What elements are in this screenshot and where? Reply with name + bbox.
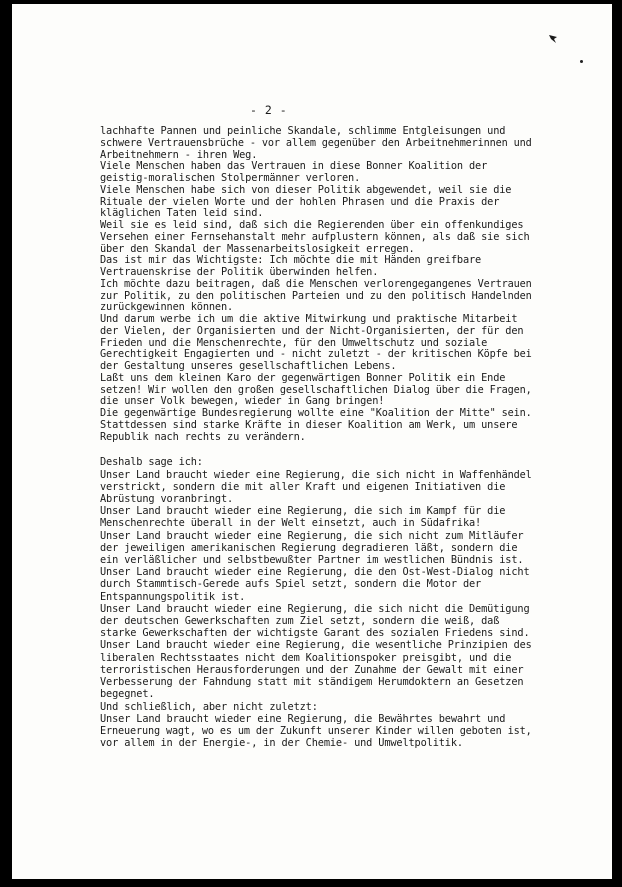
text-line: vor allem in der Energie-, in der Chemie- und Umweltpolitik. xyxy=(100,737,463,750)
text-line: Gerechtigkeit Engagierten und - nicht zuletzt - der kritischen Köpfe bei xyxy=(100,348,532,361)
text-line: Unser Land braucht wieder eine Regierung, die sich nicht die Demütigung xyxy=(100,602,530,615)
text-line: Verbesserung der Fahndung statt mit ständigem Herumdoktern an Gesetzen xyxy=(100,676,524,688)
text-line: zurückgewinnen können. xyxy=(100,301,234,314)
text-line: Republik nach rechts zu verändern. xyxy=(100,430,306,443)
scan-mark xyxy=(548,34,558,44)
text-line: Unser Land braucht wieder eine Regierung, die sich im Kampf für die xyxy=(100,505,506,518)
text-line: Und schließlich, aber nicht zuletzt: xyxy=(100,700,318,713)
page-number: - 2 - xyxy=(250,103,288,117)
text-line: der Vielen, der Organisierten und der Nicht-Organisierten, der für den xyxy=(100,324,524,337)
text-line: Erneuerung wagt, wo es um der Zukunft unserer Kinder willen geboten ist, xyxy=(100,724,532,737)
text-line: setzen! Wir wollen den großen gesellschaftlichen Dialog über die Fragen, xyxy=(100,383,532,396)
text-line: Frieden und die Menschenrechte, für den Umweltschutz und soziale xyxy=(100,336,488,349)
text-line: Und darum werbe ich um die aktive Mitwirkung und praktische Mitarbeit xyxy=(100,313,518,325)
text-line: terroristischen Herausforderungen und der Zunahme der Gewalt mit einer xyxy=(100,663,524,676)
text-line: Unser Land braucht wieder eine Regierung, die sich nicht zum Mitläufer xyxy=(100,529,524,542)
text-line: Unser Land braucht wieder eine Regierung, die Bewährtes bewahrt und xyxy=(100,712,506,725)
text-line: starke Gewerkschaften der wichtigste Garant des sozialen Friedens sind. xyxy=(100,627,530,640)
document-page xyxy=(12,4,612,879)
text-line: Die gegenwärtige Bundesregierung wollte eine "Koalition der Mitte" sein. xyxy=(100,407,532,419)
text-line: Laßt uns dem kleinen Karo der gegenwärtigen Bonner Politik ein Ende xyxy=(100,371,506,384)
text-line: Viele Menschen habe sich von dieser Politik abgewendet, weil sie die xyxy=(100,183,512,196)
text-line: lachhafte Pannen und peinliche Skandale, schlimme Entgleisungen und xyxy=(100,125,506,137)
text-line: der deutschen Gewerkschaften zum Ziel setzt, sondern die weiß, daß xyxy=(100,615,500,627)
text-line: Deshalb sage ich: xyxy=(100,456,203,469)
text-line: geistig-moralischen Stolpermänner verloren. xyxy=(100,172,361,184)
text-line: Vertrauenskrise der Politik überwinden helfen. xyxy=(100,266,379,278)
text-line: die unser Volk bewegen, wieder in Gang bringen! xyxy=(100,395,385,408)
text-line: ein verläßlicher und selbstbewußter Partner im westlichen Bündnis ist. xyxy=(100,554,524,566)
text-line: Entspannungspolitik ist. xyxy=(100,590,246,603)
text-line: verstrickt, sondern die mit aller Kraft und eigenen Initiativen die xyxy=(100,480,506,493)
text-line: Stattdessen sind starke Kräfte in dieser Koalition am Werk, um unsere xyxy=(100,418,518,431)
text-line: schwere Vertrauensbrüche - vor allem gegenüber den Arbeitnehmerinnen und xyxy=(100,136,532,149)
text-line: begegnet. xyxy=(100,688,155,701)
text-line: durch Stammtisch-Gerede aufs Spiel setzt, sondern die Motor der xyxy=(100,578,482,591)
text-line: Rituale der vielen Worte und der hohlen Phrasen und die Praxis der xyxy=(100,195,500,208)
text-line: zur Politik, zu den politischen Parteien und zu den politisch Handelnden xyxy=(100,289,532,302)
text-line: Versehen einer Fernsehanstalt mehr aufplustern können, als daß sie sich xyxy=(100,230,530,243)
text-line: Weil sie es leid sind, daß sich die Regierenden über ein offenkundiges xyxy=(100,219,524,231)
text-line: Abrüstung voranbringt. xyxy=(100,493,234,505)
text-line: Ich möchte dazu beitragen, daß die Menschen verlorengegangenes Vertrauen xyxy=(100,277,532,290)
text-line: Unser Land braucht wieder eine Regierung, die sich nicht in Waffenhändel xyxy=(100,468,532,481)
scan-speck xyxy=(580,60,583,63)
text-line: Viele Menschen haben das Vertrauen in diese Bonner Koalition der xyxy=(100,160,488,173)
text-line: der jeweiligen amerikanischen Regierung degradieren läßt, sondern die xyxy=(100,541,518,554)
text-line: der Gestaltung unseres gesellschaftlichen Lebens. xyxy=(100,360,397,372)
text-line: Das ist mir das Wichtigste: Ich möchte die mit Händen greifbare xyxy=(100,254,482,267)
text-line: Arbeitnehmern - ihren Weg. xyxy=(100,148,258,161)
text-line: Unser Land braucht wieder eine Regierung, die wesentliche Prinzipien des xyxy=(100,639,532,652)
text-line: Menschenrechte überall in der Welt einsetzt, auch in Südafrika! xyxy=(100,517,482,530)
text-line: liberalen Rechtsstaates nicht dem Koalitionspoker preisgibt, und die xyxy=(100,651,512,664)
text-line: kläglichen Taten leid sind. xyxy=(100,207,264,220)
text-line: Unser Land braucht wieder eine Regierung, die den Ost-West-Dialog nicht xyxy=(100,566,530,579)
text-line: über den Skandal der Massenarbeitslosigkeit erregen. xyxy=(100,242,415,255)
